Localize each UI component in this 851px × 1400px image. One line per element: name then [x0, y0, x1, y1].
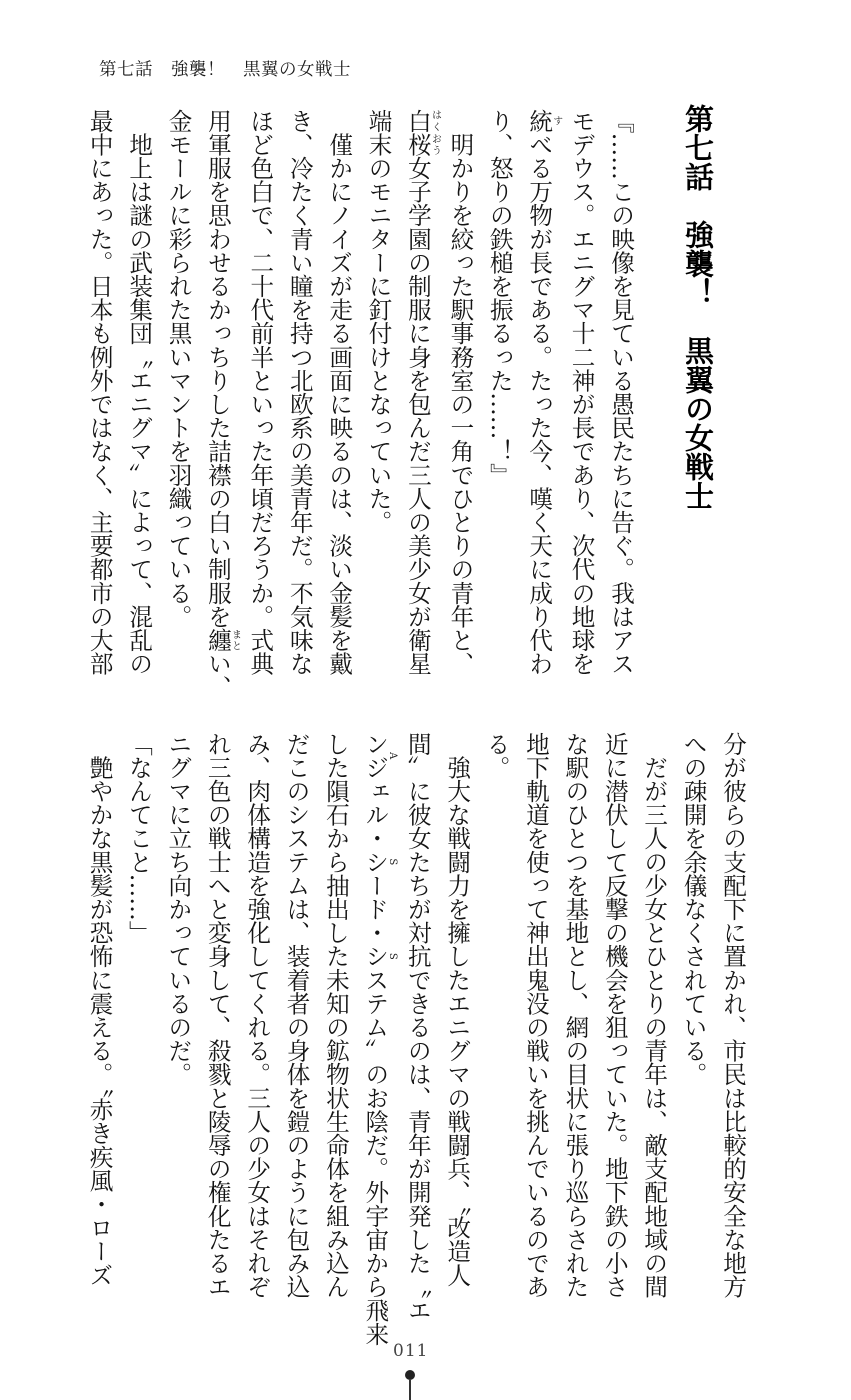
ruby-base: シ: [361, 850, 390, 874]
text-segment: 「なんてこと……」: [124, 732, 153, 945]
text-segment: ード・: [361, 873, 390, 945]
text-line: [398, 109, 440, 684]
ruby-reading: S: [386, 944, 398, 969]
text-segment: 女子学園の制服に身を包んだ三人の美少女が衛星: [403, 156, 432, 676]
text-line: [594, 732, 633, 1312]
text-line: [79, 732, 118, 1312]
text-segment: 艶やかな黒髪が恐怖に震える。〝赤き疾風・ローズ: [85, 732, 114, 1287]
text-segment: 地下軌道を使って神出鬼没の戦いを挑んでいるのであ: [521, 732, 550, 1299]
text-line: [601, 109, 640, 684]
ruby-base: 纏: [203, 628, 232, 652]
text-line: [355, 732, 398, 1346]
text-line: [197, 732, 236, 1312]
text-segment: ェル・: [361, 779, 390, 851]
text-segment: ニグマに立ち向かっているのだ。: [164, 732, 193, 1086]
text-segment: べる万物が長である。たった今、嘆く天に成り代わ: [525, 132, 554, 676]
text-segment: 分が彼らの支配下に置かれ、市民は比較的安全な地方: [719, 732, 747, 1299]
page-marker-dot-icon: [405, 1370, 415, 1380]
text-line: [561, 109, 600, 684]
text-line: [316, 732, 355, 1312]
text-line: [634, 732, 673, 1312]
text-segment: 明かりを絞った駅事務室の一角でひとりの青年と、: [446, 109, 475, 676]
text-segment: 端末のモニターに釘付けとなっていた。: [364, 109, 393, 534]
text-line: [240, 109, 279, 684]
page-marker-line: [409, 1380, 411, 1400]
text-segment: り、怒りの鉄槌を振るった……！』: [485, 109, 514, 487]
text-segment: 間〟に彼女たちが対抗できるのは、青年が開発した〝エ: [403, 732, 432, 1322]
ruby-word: [403, 109, 441, 157]
text-line: [237, 732, 276, 1312]
text-line: [276, 732, 315, 1312]
text-line: [79, 109, 118, 684]
text-line: [476, 732, 515, 1312]
text-line: [319, 109, 358, 684]
text-segment: 金モールに彩られた黒いマントを羽織っている。: [164, 109, 193, 629]
body-text-lower: [80, 732, 752, 1346]
text-line: [158, 109, 197, 684]
chapter-title: 第七話 強襲！ 黒翼の女戦士: [681, 104, 715, 510]
text-line: [119, 732, 158, 1312]
text-segment: な駅のひとつを基地とし、網の目状に張り巡らされた: [561, 732, 590, 1299]
ruby-reading: はくおう: [429, 109, 441, 157]
ruby-word: [361, 732, 398, 780]
text-segment: 『……この映像を見ている愚民たちに告ぐ。我はアス: [607, 109, 635, 676]
text-line: [479, 109, 518, 684]
text-line: [555, 732, 594, 1312]
ruby-word: [203, 628, 241, 652]
text-segment: 近に潜伏して反撃の機会を狙っていた。地下鉄の小さ: [600, 732, 629, 1299]
ruby-reading: A: [386, 732, 398, 780]
text-segment: る。: [482, 732, 511, 780]
ruby-word: [361, 850, 398, 874]
text-segment: だが三人の少女とひとりの青年は、敵支配地域の間: [640, 732, 669, 1299]
text-segment: だこのシステムは、装着者の身体を鎧のように包み込: [282, 732, 311, 1299]
text-segment: 僅かにノイズが走る画面に映るのは、淡い金髪を戴: [325, 109, 354, 676]
ruby-word: [361, 944, 398, 969]
ruby-base: 統: [525, 109, 554, 133]
text-line: [673, 732, 712, 1312]
text-segment: ほど色白で、二十代前半といった年頃だろうか。式典: [246, 109, 275, 676]
text-line: [198, 109, 241, 700]
text-segment: い、: [203, 651, 232, 700]
text-segment: 用軍服を思わせるかっちりした詰襟の白い制服を: [203, 109, 232, 629]
ruby-reading: まと: [229, 628, 241, 652]
text-segment: み、肉体構造を強化してくれる。三人の少女はそれぞ: [243, 732, 272, 1299]
text-line: [158, 732, 197, 1312]
text-line: [519, 109, 561, 684]
text-line: [358, 109, 397, 684]
text-segment: れ三色の戦士へと変身して、殺戮と陵辱の権化たるエ: [203, 732, 232, 1299]
text-line: [397, 732, 436, 1322]
text-line: [119, 109, 158, 684]
ruby-base: ンジ: [361, 732, 390, 780]
text-segment: ステム〟のお陰だ。外宇宙から飛来: [361, 968, 390, 1346]
text-segment: き、冷たく青い瞳を持つ北欧系の美青年だ。不気味な: [285, 109, 314, 676]
page-number: 011: [393, 1341, 429, 1361]
ruby-reading: す: [550, 109, 562, 133]
text-line: [713, 732, 752, 1312]
text-segment: への疎開を余儀なくされている。: [679, 732, 708, 1086]
running-head: 第七話 強襲！ 黒翼の女戦士: [99, 60, 351, 80]
text-line: [440, 109, 479, 684]
text-line: [279, 109, 318, 684]
ruby-reading: S: [386, 850, 398, 874]
text-line: [437, 732, 476, 1312]
text-segment: 強大な戦闘力を擁したエニグマの戦闘兵、〝改造人: [443, 732, 472, 1287]
body-text-upper: [85, 109, 640, 700]
text-segment: 最中にあった。日本も例外ではなく、主要都市の大部: [85, 109, 114, 676]
ruby-base: 白桜: [403, 109, 432, 157]
text-segment: した隕石から抽出した未知の鉱物状生命体を組み込ん: [321, 732, 350, 1299]
ruby-word: [525, 109, 562, 133]
ruby-base: シ: [361, 944, 390, 969]
text-segment: モデウス。エニグマ十二神が長であり、次代の地球を: [567, 109, 596, 676]
text-line: [516, 732, 555, 1312]
text-segment: 地上は謎の武装集団〝エニグマ〟によって、混乱の: [125, 109, 154, 676]
